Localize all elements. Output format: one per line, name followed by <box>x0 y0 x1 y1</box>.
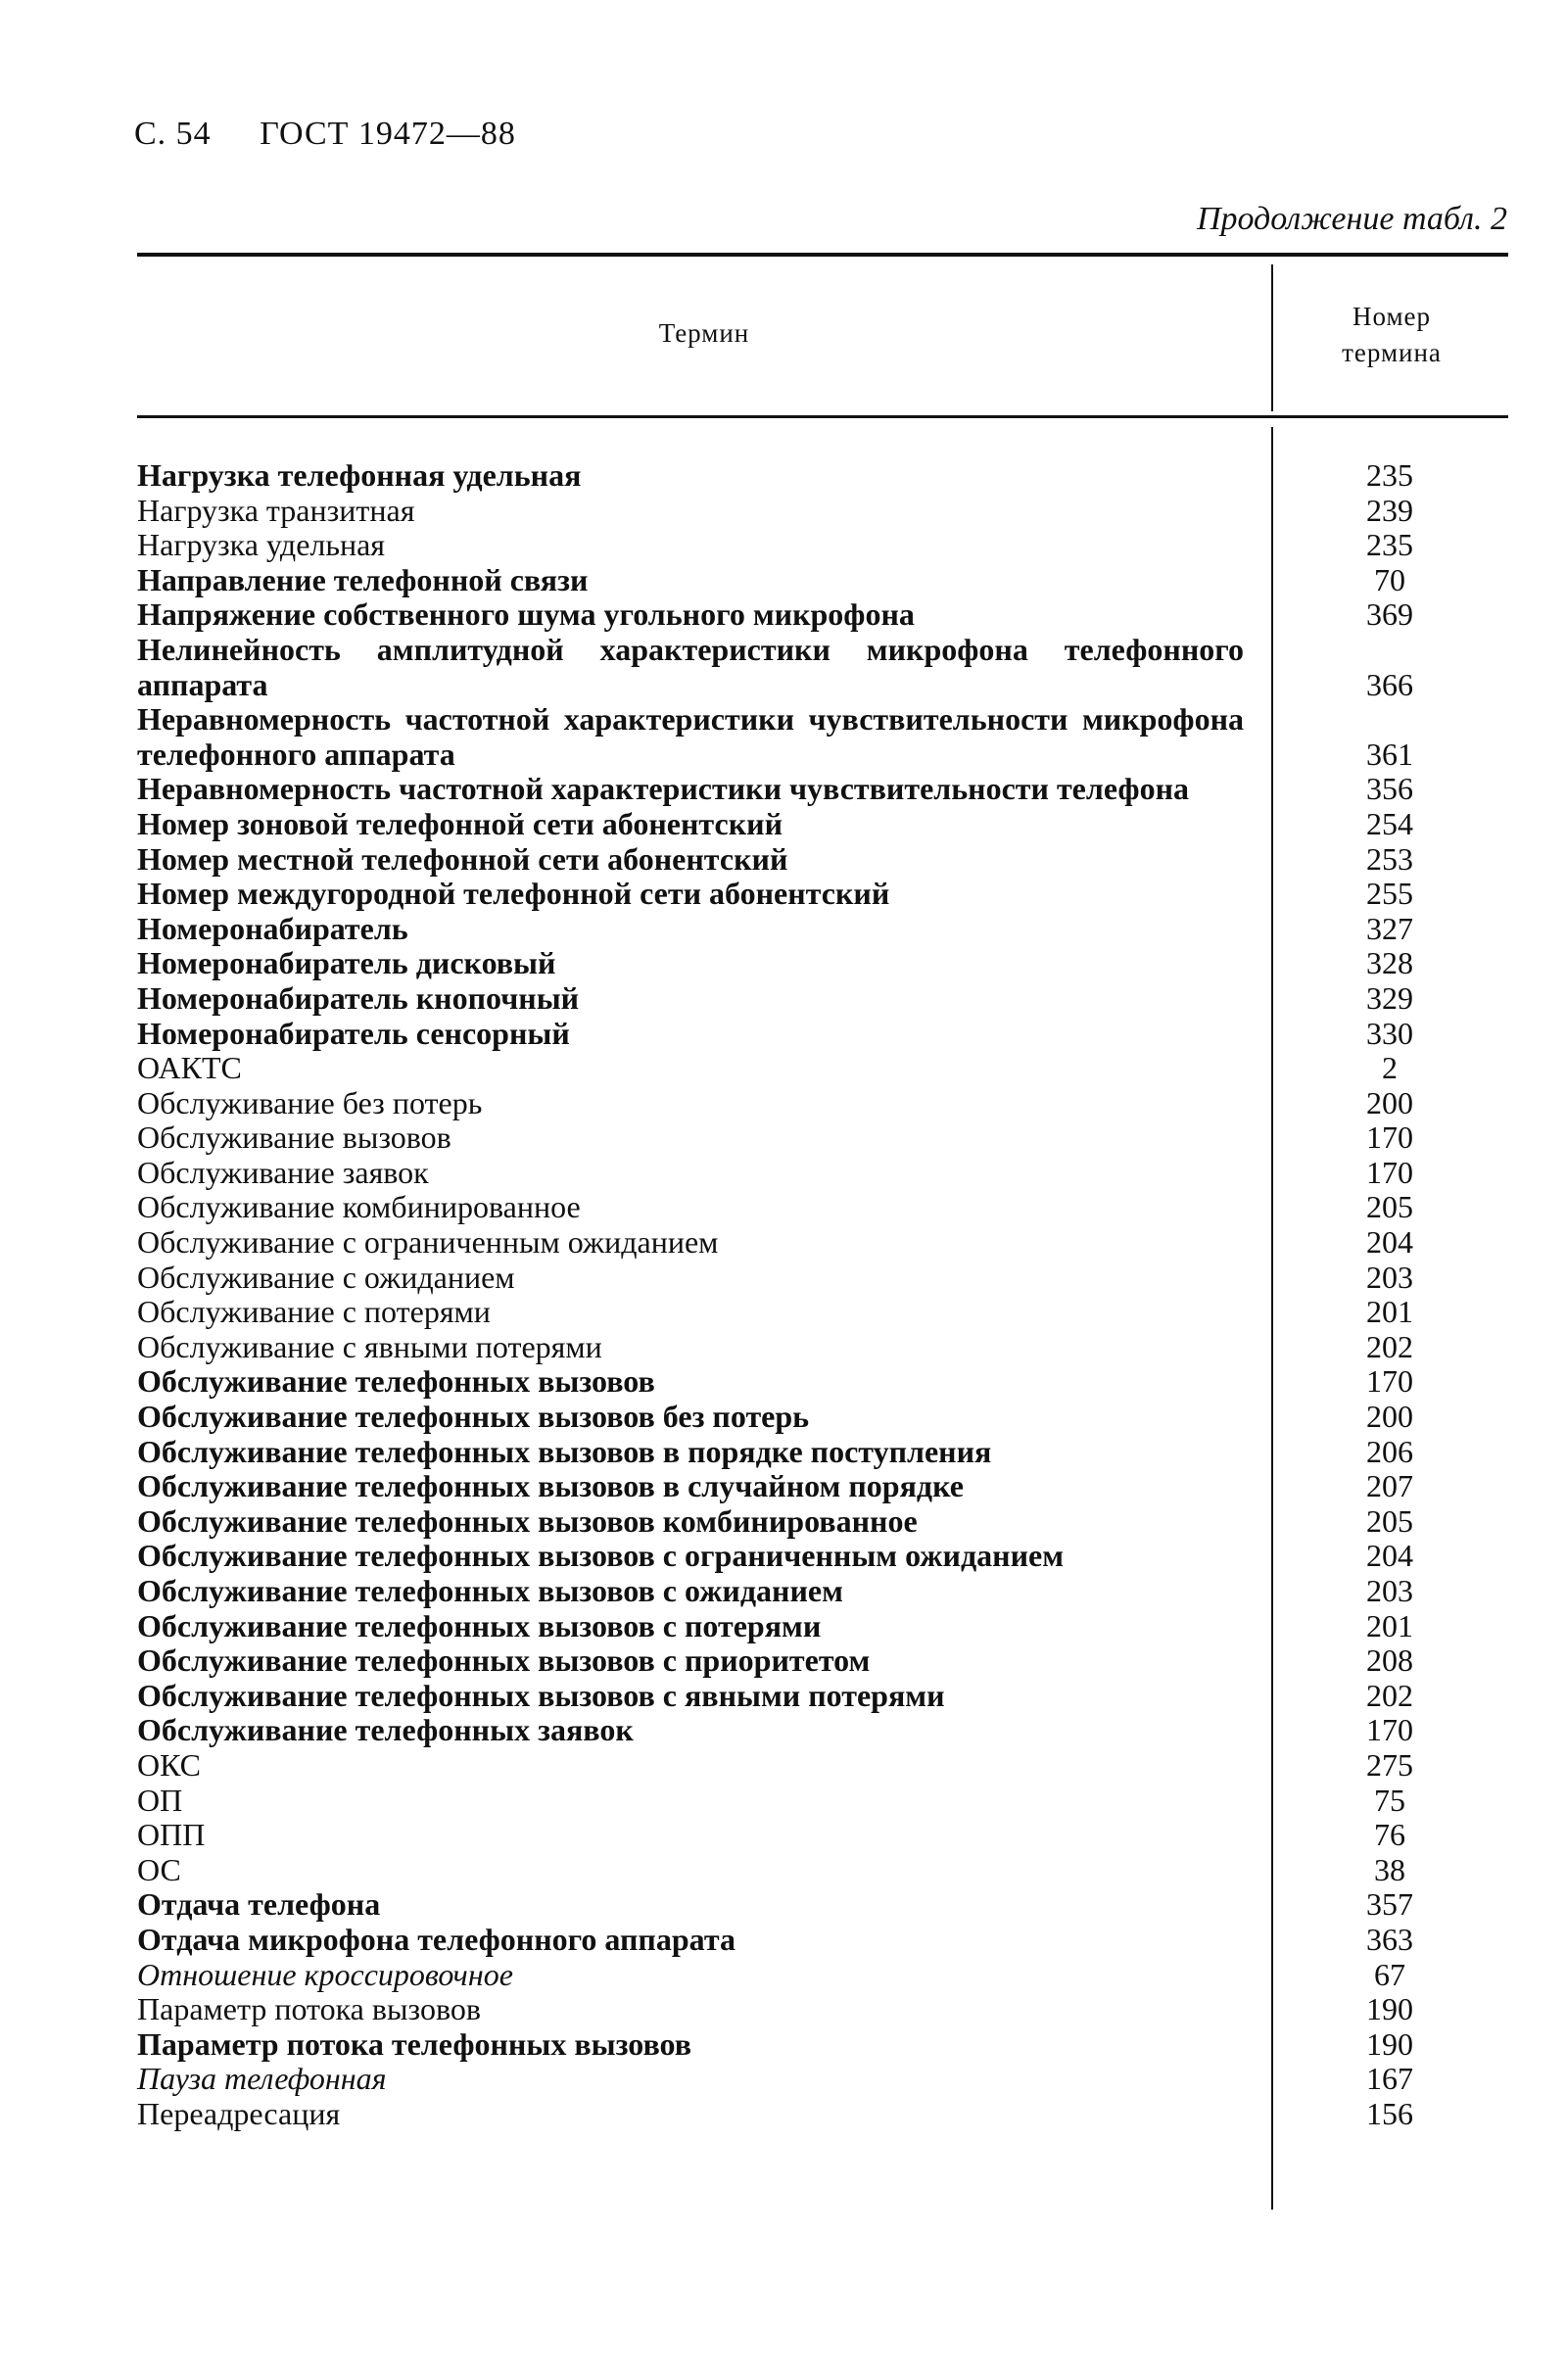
term-number-cell: 67 <box>1374 1956 1405 1992</box>
term-cell: Неравномерность частотной характеристики чувствительности микрофона телефонного аппарата <box>137 701 1244 772</box>
term-number-cell: 2 <box>1382 1050 1398 1086</box>
column-header-term: Термин <box>658 318 750 348</box>
table-row <box>137 1574 1508 1609</box>
table-row <box>137 1364 1508 1400</box>
term-cell: Нагрузка удельная <box>137 527 385 563</box>
table-row <box>137 1156 1508 1191</box>
term-number-cell: 200 <box>1366 1084 1413 1120</box>
table-row <box>137 1295 1508 1330</box>
table-row <box>137 1400 1508 1435</box>
term-cell: Обслуживание телефонных вызовов с ожиданием <box>137 1573 843 1608</box>
table-row <box>137 981 1508 1017</box>
table-top-rule <box>137 253 1508 257</box>
table-row <box>137 807 1508 842</box>
term-number-cell: 170 <box>1366 1363 1413 1400</box>
table-row <box>137 1784 1508 1819</box>
term-number-cell: 200 <box>1366 1399 1413 1435</box>
table-row <box>137 1992 1508 2027</box>
table-row <box>137 1330 1508 1365</box>
term-cell: ОП <box>137 1782 183 1818</box>
term-cell: ОС <box>137 1851 181 1887</box>
term-number-cell: 205 <box>1366 1502 1413 1539</box>
term-number-cell: 170 <box>1366 1712 1413 1748</box>
table-row <box>137 702 1508 772</box>
term-cell: Номер местной телефонной сети абонентский <box>137 840 788 877</box>
term-cell: ОАКТС <box>137 1050 242 1086</box>
table-row <box>137 1261 1508 1296</box>
term-cell: Обслуживание телефонных вызовов в порядке поступления <box>137 1433 992 1469</box>
term-cell: Обслуживание телефонных вызовов с явными потерями <box>137 1677 945 1713</box>
term-cell: Напряжение собственного шума угольного микрофона <box>137 596 915 633</box>
table-row <box>137 1469 1508 1504</box>
term-cell: Обслуживание телефонных вызовов с ограниченным ожиданием <box>137 1538 1064 1574</box>
table-row <box>137 772 1508 807</box>
table-row <box>137 946 1508 981</box>
table-row <box>137 1190 1508 1225</box>
term-cell: Обслуживание телефонных вызовов с потерями <box>137 1607 822 1643</box>
table-row <box>137 1017 1508 1052</box>
term-cell: Номер зоновой телефонной сети абонентский <box>137 805 783 841</box>
table-row <box>137 842 1508 878</box>
term-number-cell: 255 <box>1366 876 1413 912</box>
term-cell: Обслуживание телефонных вызовов комбинированное <box>137 1502 918 1539</box>
table-row <box>137 1086 1508 1121</box>
table-row <box>137 1853 1508 1888</box>
term-number-cell: 170 <box>1366 1154 1413 1190</box>
term-cell: Нагрузка телефонная удельная <box>137 457 582 493</box>
term-number-cell: 170 <box>1366 1119 1413 1156</box>
table-row <box>137 1958 1508 1993</box>
term-number-cell: 201 <box>1366 1607 1413 1643</box>
term-number-cell: 75 <box>1374 1782 1405 1818</box>
term-number-cell: 208 <box>1366 1642 1413 1679</box>
term-number-cell: 207 <box>1366 1468 1413 1504</box>
term-cell: Обслуживание телефонных вызовов в случайном порядке <box>137 1468 964 1504</box>
table-row <box>137 1539 1508 1574</box>
term-cell: Обслуживание с ожиданием <box>137 1259 515 1295</box>
term-cell: Отдача телефона <box>137 1886 381 1923</box>
term-number-cell: 190 <box>1366 2025 1413 2062</box>
term-number-cell: 205 <box>1366 1189 1413 1225</box>
term-cell: Обслуживание комбинированное <box>137 1189 581 1225</box>
term-cell: Параметр потока вызовов <box>137 1991 481 2027</box>
table-row <box>137 494 1508 529</box>
term-number-cell: 167 <box>1366 2061 1413 2097</box>
term-cell: Обслуживание с ограниченным ожиданием <box>137 1224 719 1261</box>
term-number-cell: 70 <box>1374 561 1405 597</box>
table-row <box>137 1748 1508 1784</box>
term-cell: ОПП <box>137 1817 206 1853</box>
term-cell: Номеронабиратель <box>137 910 408 946</box>
term-cell: Обслуживание вызовов <box>137 1119 451 1156</box>
term-cell: Обслуживание заявок <box>137 1154 429 1190</box>
term-cell: Переадресация <box>137 2095 341 2131</box>
term-number-cell: 201 <box>1366 1294 1413 1330</box>
column-header-number-line2: термина <box>1342 338 1442 367</box>
term-cell: Обслуживание с явными потерями <box>137 1328 602 1364</box>
term-number-cell: 156 <box>1366 2095 1413 2131</box>
term-cell: Номеронабиратель дисковый <box>137 945 556 981</box>
term-cell: Обслуживание с потерями <box>137 1294 491 1330</box>
table-continuation-label: Продолжение табл. 2 <box>1196 201 1507 237</box>
term-cell: Обслуживание телефонных заявок <box>137 1712 634 1748</box>
table-row <box>137 1504 1508 1540</box>
page-number: С. 54 <box>134 116 212 152</box>
term-number-cell: 330 <box>1366 1015 1413 1051</box>
term-number-cell: 202 <box>1366 1328 1413 1364</box>
table-row <box>137 2027 1508 2063</box>
term-number-cell: 366 <box>1366 666 1413 702</box>
term-number-cell: 235 <box>1366 457 1413 493</box>
column-divider-header <box>1271 264 1273 411</box>
table-row <box>137 1713 1508 1748</box>
term-number-cell: 202 <box>1366 1677 1413 1713</box>
term-number-cell: 206 <box>1366 1433 1413 1469</box>
table-row <box>137 1643 1508 1679</box>
term-cell: Номеронабиратель кнопочный <box>137 979 580 1016</box>
table-row <box>137 912 1508 947</box>
term-cell: Неравномерность частотной характеристики чувствительности телефона <box>137 771 1189 807</box>
table-row <box>137 1435 1508 1470</box>
table-row <box>137 1120 1508 1156</box>
table-header-rule <box>137 415 1508 418</box>
term-number-cell: 204 <box>1366 1224 1413 1261</box>
term-number-cell: 38 <box>1374 1851 1405 1887</box>
term-number-cell: 235 <box>1366 527 1413 563</box>
page-header <box>134 116 555 153</box>
term-cell: Отношение кроссировочное <box>137 1956 513 1992</box>
term-number-cell: 328 <box>1366 945 1413 981</box>
table-body <box>137 458 1508 2132</box>
table-row <box>137 1225 1508 1261</box>
column-header-number-line1: Номер <box>1352 302 1432 331</box>
table-row <box>137 1609 1508 1644</box>
table-row <box>137 563 1508 598</box>
term-cell: Нелинейность амплитудной характеристики микрофона телефонного аппарата <box>137 631 1244 702</box>
term-cell: Отдача микрофона телефонного аппарата <box>137 1921 736 1957</box>
term-number-cell: 204 <box>1366 1538 1413 1574</box>
table-row <box>137 2062 1508 2097</box>
term-cell: Пауза телефонная <box>137 2061 387 2097</box>
table-row <box>137 528 1508 563</box>
term-number-cell: 190 <box>1366 1991 1413 2027</box>
table-row <box>137 1887 1508 1923</box>
term-cell: Нагрузка транзитная <box>137 492 415 528</box>
term-cell: Параметр потока телефонных вызовов <box>137 2025 692 2062</box>
table-row <box>137 633 1508 702</box>
term-number-cell: 203 <box>1366 1573 1413 1608</box>
term-cell: Обслуживание телефонных вызовов без потерь <box>137 1399 810 1435</box>
table-row <box>137 877 1508 912</box>
term-number-cell: 239 <box>1366 492 1413 528</box>
term-cell: Обслуживание телефонных вызовов <box>137 1363 655 1400</box>
term-number-cell: 76 <box>1374 1817 1405 1853</box>
table-row <box>137 597 1508 633</box>
term-number-cell: 327 <box>1366 910 1413 946</box>
table-row <box>137 1051 1508 1086</box>
term-number-cell: 329 <box>1366 979 1413 1016</box>
table-row <box>137 458 1508 494</box>
column-header-number <box>1275 299 1508 371</box>
term-cell: Обслуживание без потерь <box>137 1084 483 1120</box>
term-cell: ОКС <box>137 1746 201 1783</box>
table-row <box>137 1679 1508 1714</box>
term-number-cell: 254 <box>1366 805 1413 841</box>
table-row <box>137 2097 1508 2132</box>
term-number-cell: 369 <box>1366 596 1413 633</box>
term-cell: Направление телефонной связи <box>137 561 589 597</box>
table-row <box>137 1818 1508 1853</box>
table-row <box>137 1923 1508 1958</box>
term-number-cell: 253 <box>1366 840 1413 877</box>
term-number-cell: 357 <box>1366 1886 1413 1923</box>
term-number-cell: 275 <box>1366 1746 1413 1783</box>
term-cell: Номеронабиратель сенсорный <box>137 1015 570 1051</box>
term-number-cell: 356 <box>1366 771 1413 807</box>
standard-code: ГОСТ 19472—88 <box>260 116 516 152</box>
term-number-cell: 203 <box>1366 1259 1413 1295</box>
term-number-cell: 361 <box>1366 736 1413 772</box>
term-number-cell: 363 <box>1366 1921 1413 1957</box>
term-cell: Обслуживание телефонных вызовов с приоритетом <box>137 1642 871 1679</box>
term-cell: Номер междугородной телефонной сети абонентский <box>137 876 890 912</box>
